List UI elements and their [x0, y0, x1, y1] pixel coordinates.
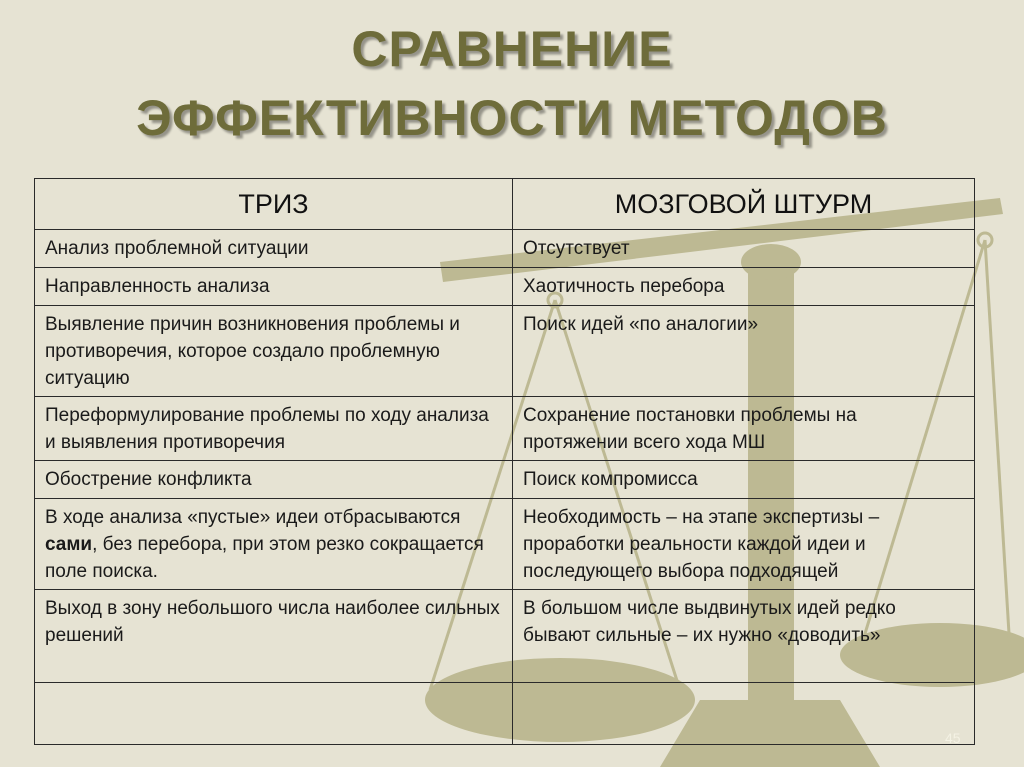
triz-cell: Выход в зону небольшого числа наиболее сильных решений: [35, 590, 513, 683]
table-row: [35, 306, 975, 397]
triz-cell: Переформулирование проблемы по ходу анализа и выявления противоречия: [35, 397, 513, 461]
brainstorm-cell: Хаотичность перебора: [513, 268, 975, 306]
table-row: [35, 230, 975, 268]
triz-text: , без перебора, при этом резко сокращается поле поиска.: [45, 534, 484, 582]
triz-cell: Направленность анализа: [35, 268, 513, 306]
slide-title-line1: СРАВНЕНИЕ: [351, 21, 673, 77]
triz-cell: Выявление причин возникновения проблемы и противоречия, которое создало проблемную ситуацию: [35, 306, 513, 397]
table-row: [35, 268, 975, 306]
table-row: [35, 683, 975, 745]
page-number: 45: [945, 730, 961, 746]
triz-cell: [35, 683, 513, 745]
table-row: [35, 499, 975, 590]
triz-cell: Анализ проблемной ситуации: [35, 230, 513, 268]
header-brainstorm: МОЗГОВОЙ ШТУРМ: [513, 179, 975, 230]
brainstorm-cell: [513, 683, 975, 745]
table-row: [35, 397, 975, 461]
brainstorm-cell: Необходимость – на этапе экспертизы – проработки реальности каждой идеи и последующего выбора подходящей: [513, 499, 975, 590]
triz-cell: Обострение конфликта: [35, 461, 513, 499]
triz-text-bold: сами: [45, 534, 93, 555]
slide-title-line2: ЭФФЕКТИВНОСТИ МЕТОДОВ: [136, 90, 888, 146]
triz-cell: [35, 499, 513, 590]
comparison-table: [34, 178, 975, 745]
brainstorm-cell: В большом числе выдвинутых идей редко бывают сильные – их нужно «доводить»: [513, 590, 975, 683]
table-row: [35, 590, 975, 683]
brainstorm-cell: Поиск компромисса: [513, 461, 975, 499]
table-header-row: [35, 179, 975, 230]
triz-text: В ходе анализа «пустые» идеи отбрасываются: [45, 507, 461, 528]
brainstorm-cell: Отсутствует: [513, 230, 975, 268]
brainstorm-cell: Поиск идей «по аналогии»: [513, 306, 975, 397]
header-triz: ТРИЗ: [35, 179, 513, 230]
brainstorm-cell: Сохранение постановки проблемы на протяжении всего хода МШ: [513, 397, 975, 461]
table-row: [35, 461, 975, 499]
